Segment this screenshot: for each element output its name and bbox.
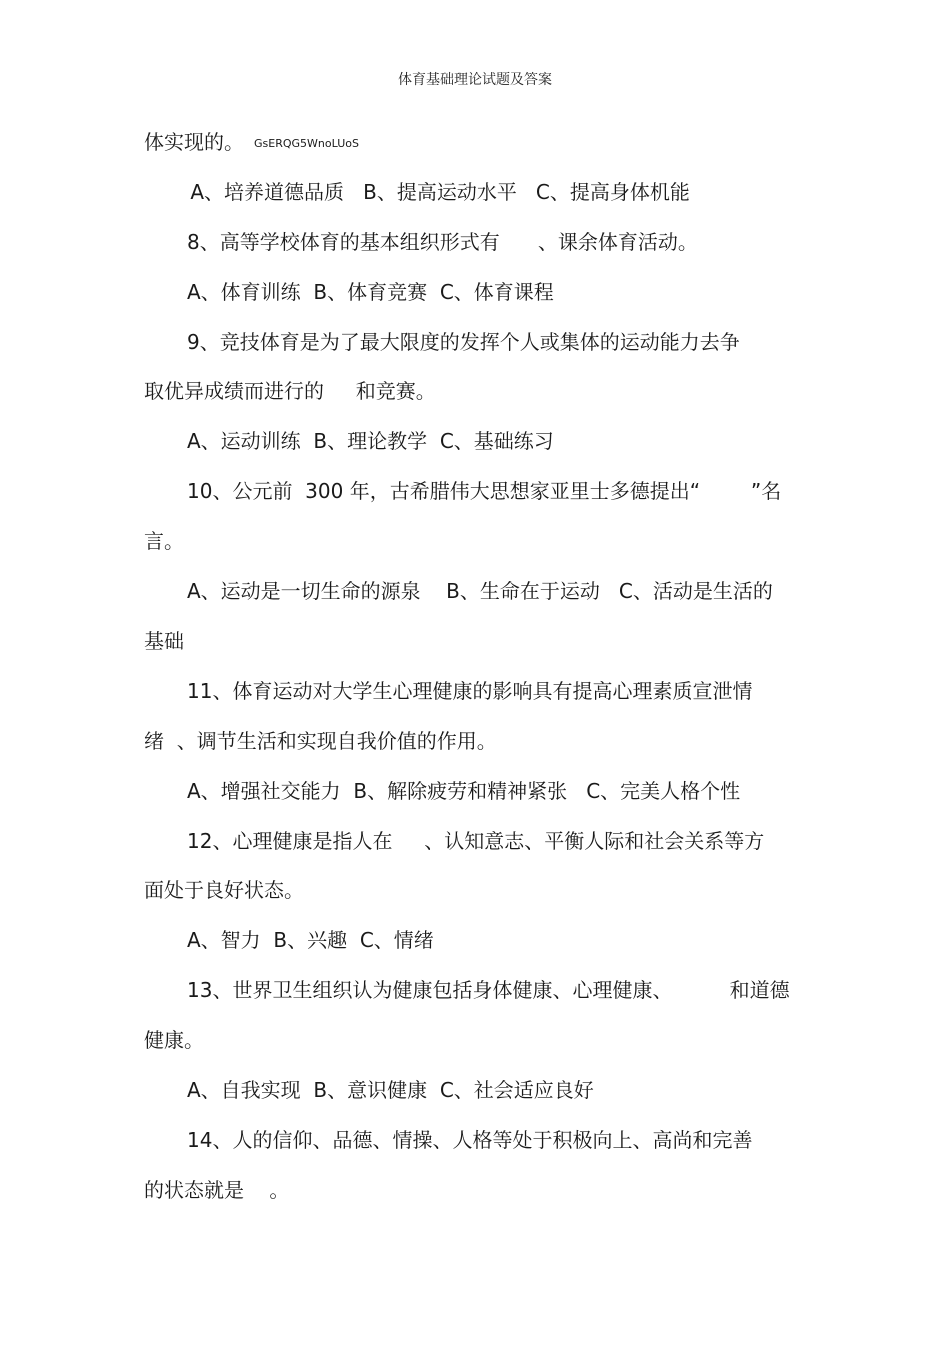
document-code: GsERQG5WnoLUoS — [254, 137, 359, 150]
question-14: 14、人的信仰、品德、情操、人格等处于积极向上、高尚和完善 — [187, 1128, 753, 1152]
answer-options-continued: 基础 — [144, 629, 184, 653]
question-11: 11、体育运动对大学生心理健康的影响具有提高心理素质宣泄情 — [187, 679, 753, 703]
answer-options: A、增强社交能力 B、解除疲劳和精神紧张 C、完美人格个性 — [187, 779, 741, 803]
question-10-continued: 言。 — [144, 529, 184, 553]
question-13-continued: 健康。 — [144, 1028, 204, 1052]
question-12-continued: 面处于良好状态。 — [144, 878, 304, 902]
question-14-continued: 的状态就是 。 — [144, 1178, 290, 1202]
question-10: 10、公元前 300 年，古希腊伟大思想家亚里士多德提出“ ”名 — [187, 479, 782, 503]
question-13: 13、世界卫生组织认为健康包括身体健康、心理健康、 和道德 — [187, 978, 790, 1002]
question-9-continued: 取优异成绩而进行的 和竞赛。 — [144, 379, 436, 403]
question-11-continued: 绪 、调节生活和实现自我价值的作用。 — [144, 729, 497, 753]
answer-options: A、体育训练 B、体育竞赛 C、体育课程 — [187, 280, 554, 304]
question-9: 9、竞技体育是为了最大限度的发挥个人或集体的运动能力去争 — [187, 330, 740, 354]
question-8: 8、高等学校体育的基本组织形式有 、课余体育活动。 — [187, 230, 698, 254]
line-text: 体实现的。 — [144, 130, 244, 154]
text-line — [144, 128, 359, 158]
answer-options: A、运动训练 B、理论教学 C、基础练习 — [187, 429, 554, 453]
answer-options: A、培养道德品质 B、提高运动水平 C、提高身体机能 — [184, 180, 690, 204]
question-12: 12、心理健康是指人在 、认知意志、平衡人际和社会关系等方 — [187, 829, 765, 853]
answer-options: A、自我实现 B、意识健康 C、社会适应良好 — [187, 1078, 594, 1102]
answer-options: A、智力 B、兴趣 C、情绪 — [187, 928, 434, 952]
answer-options: A、运动是一切生命的源泉 B、生命在于运动 C、活动是生活的 — [187, 579, 773, 603]
page-header-title: 体育基础理论试题及答案 — [398, 72, 552, 88]
